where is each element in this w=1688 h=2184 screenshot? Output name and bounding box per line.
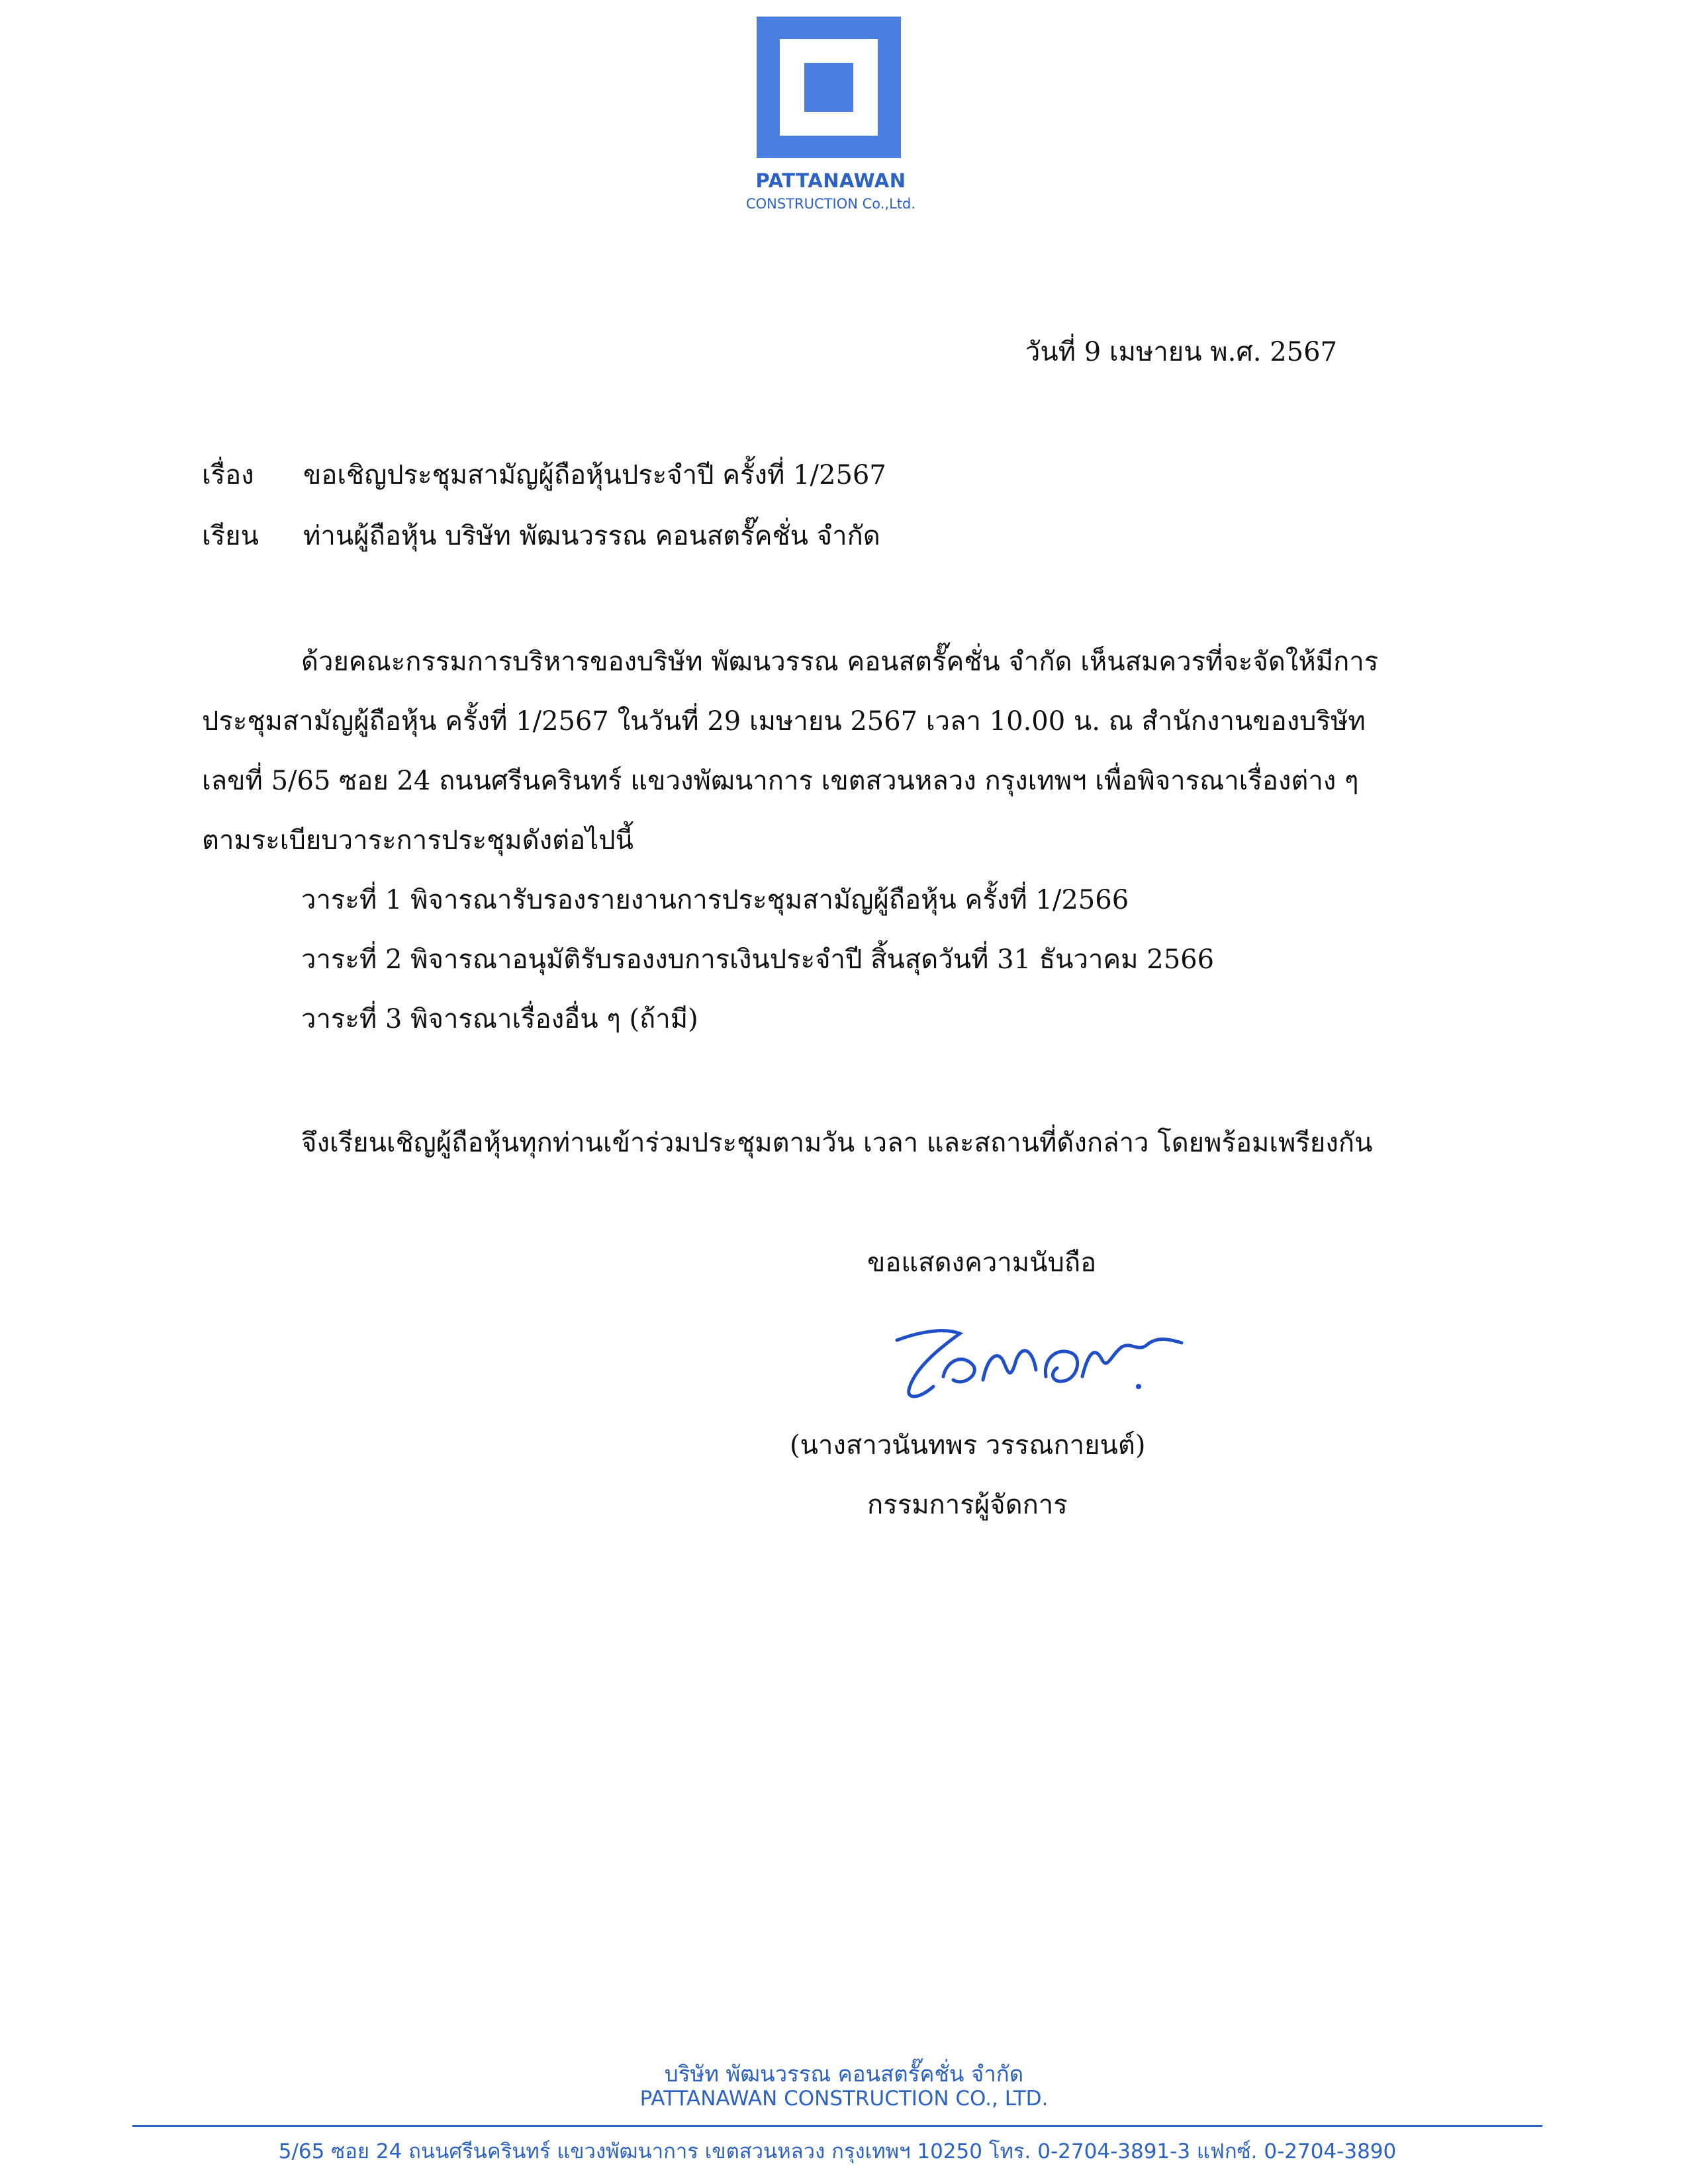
agenda-item: วาระที่ 3 พิจารณาเรื่องอื่น ๆ (ถ้ามี) xyxy=(301,1004,698,1034)
body-line-4: ตามระเบียบวาระการประชุมดังต่อไปนี้ xyxy=(202,825,633,856)
handwritten-signature xyxy=(884,1314,1201,1413)
logo-company-name: PATTANAWAN xyxy=(755,169,906,192)
footer-company-english: PATTANAWAN CONSTRUCTION CO., LTD. xyxy=(639,2087,1049,2111)
company-logo xyxy=(757,17,901,158)
subject-text: ขอเชิญประชุมสามัญผู้ถือหุ้นประจำปี ครั้งที่ 1/2567 xyxy=(303,460,886,490)
body-line-3: เลขที่ 5/65 ซอย 24 ถนนศรีนครินทร์ แขวงพัฒนาการ เขตสวนหลวง กรุงเทพฯ เพื่อพิจารณาเรื่องต่าง ๆ xyxy=(202,766,1359,796)
signatory-name: (นางสาวนันทพร วรรณกายนต์) xyxy=(790,1430,1146,1461)
signatory-title: กรรมการผู้จัดการ xyxy=(867,1490,1068,1520)
logo-company-subtitle: CONSTRUCTION Co.,Ltd. xyxy=(745,196,916,212)
body-line-1: ด้วยคณะกรรมการบริหารของบริษัท พัฒนวรรณ คอนสตรั๊คชั่น จำกัด เห็นสมควรที่จะจัดให้มีการ xyxy=(301,647,1379,677)
body-line-2: ประชุมสามัญผู้ถือหุ้น ครั้งที่ 1/2567 ในวันที่ 29 เมษายน 2567 เวลา 10.00 น. ณ สำนักงานของบริษัท xyxy=(202,706,1366,737)
letter-date: วันที่ 9 เมษายน พ.ศ. 2567 xyxy=(1025,337,1337,367)
logo-white-frame xyxy=(780,39,878,136)
agenda-item: วาระที่ 2 พิจารณาอนุมัติรับรองงบการเงินประจำปี สิ้นสุดวันที่ 31 ธันวาคม 2566 xyxy=(301,944,1215,975)
logo-inner-square xyxy=(804,63,853,112)
recipient-text: ท่านผู้ถือหุ้น บริษัท พัฒนวรรณ คอนสตรั๊คชั่น จำกัด xyxy=(303,521,880,551)
footer-address: 5/65 ซอย 24 ถนนศรีนครินทร์ แขวงพัฒนาการ เขตสวนหลวง กรุงเทพฯ 10250 โทร. 0-2704-3891-3 แฟกซ์. 0-2704-3890 xyxy=(278,2140,1397,2163)
recipient-label: เรียน xyxy=(202,521,259,551)
agenda-item: วาระที่ 1 พิจารณารับรองรายงานการประชุมสามัญผู้ถือหุ้น ครั้งที่ 1/2566 xyxy=(301,885,1129,915)
regards: ขอแสดงความนับถือ xyxy=(867,1248,1097,1278)
footer-divider xyxy=(132,2125,1542,2127)
footer-company-thai: บริษัท พัฒนวรรณ คอนสตรั๊คชั่น จำกัด xyxy=(664,2061,1024,2087)
subject-label: เรื่อง xyxy=(202,460,254,490)
closing-sentence: จึงเรียนเชิญผู้ถือหุ้นทุกท่านเข้าร่วมประชุมตามวัน เวลา และสถานที่ดังกล่าว โดยพร้อมเพรียงกัน xyxy=(301,1128,1373,1158)
